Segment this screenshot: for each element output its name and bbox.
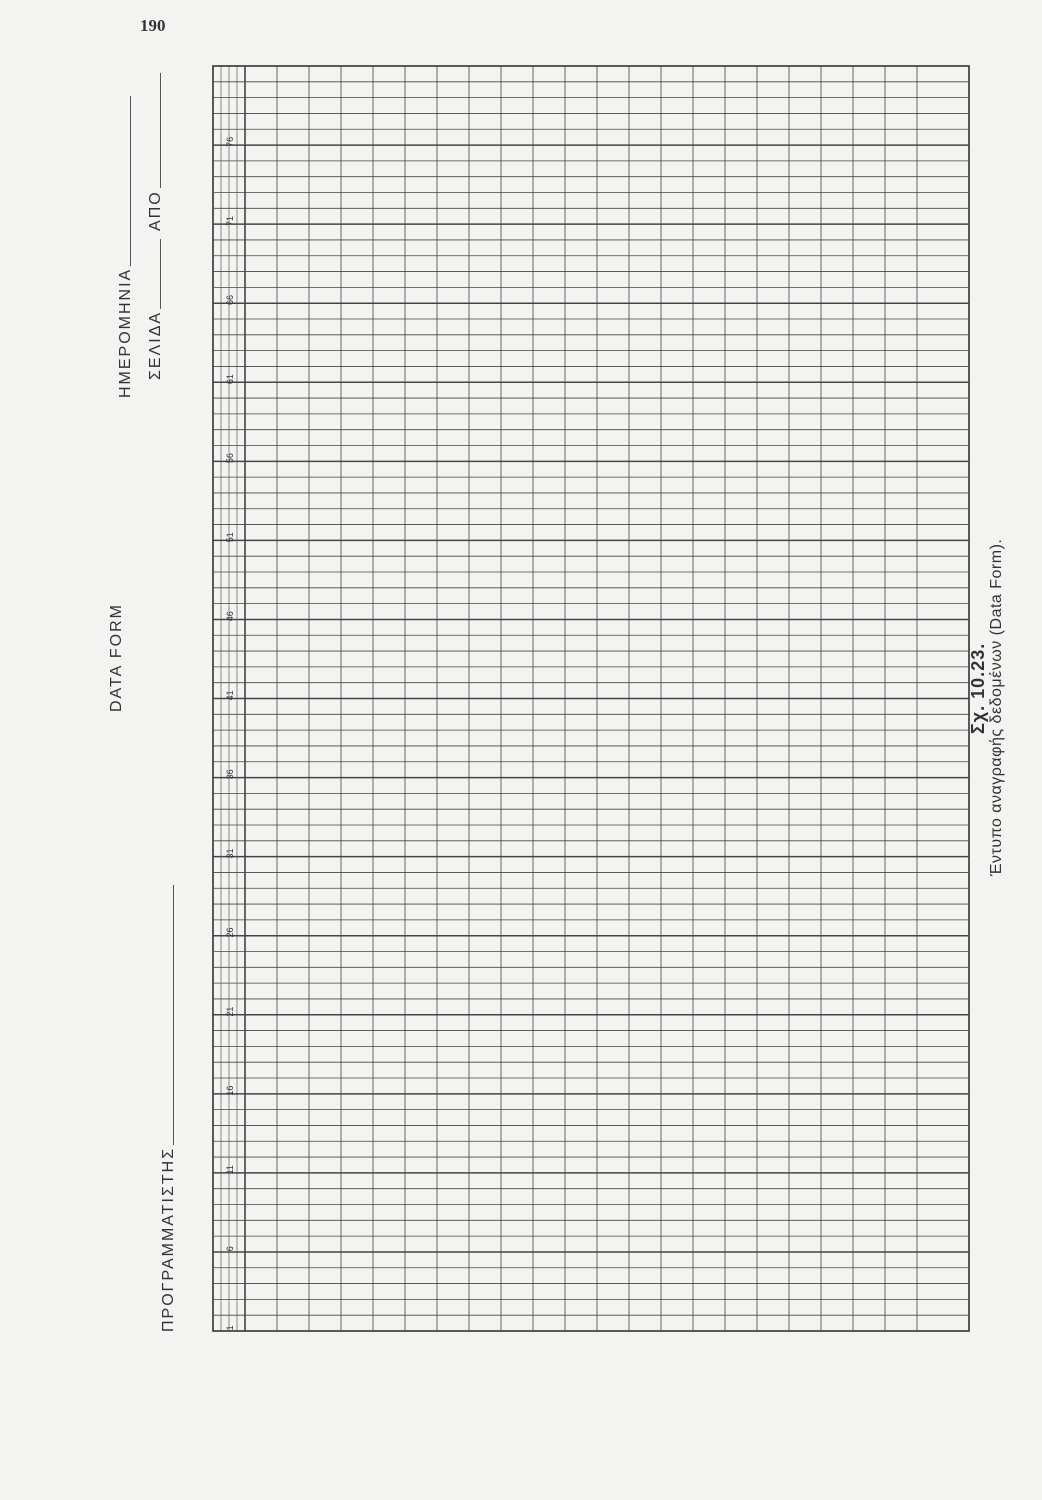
column-marker: 26 <box>225 927 235 938</box>
column-marker: 76 <box>225 136 235 147</box>
column-marker: 11 <box>225 1165 235 1175</box>
figure-number: Σχ. 10.23. <box>968 642 988 734</box>
page-number: 190 <box>140 16 166 35</box>
programmer-label: ΠΡΟΓΡΑΜΜΑΤΙΣΤΗΣ <box>160 1146 177 1332</box>
column-marker: 36 <box>225 769 235 780</box>
column-marker: 66 <box>225 295 235 306</box>
column-marker: 16 <box>225 1085 235 1096</box>
column-marker: 1 <box>225 1325 235 1331</box>
column-marker: 71 <box>225 215 235 226</box>
column-marker: 31 <box>225 848 235 859</box>
column-marker: 41 <box>225 690 235 701</box>
date-label: ΗΜΕΡΟΜΗΝΙΑ <box>117 267 134 398</box>
column-marker: 21 <box>225 1006 235 1017</box>
column-marker: 46 <box>225 611 235 622</box>
column-marker: 51 <box>225 532 235 543</box>
page-label: ΣΕΛΙΔΑ <box>147 310 164 380</box>
figure-caption: Έντυπο αναγραφής δεδομένων (Data Form). <box>988 538 1005 876</box>
column-marker: 6 <box>225 1246 235 1252</box>
from-label: ΑΠΟ <box>147 190 164 231</box>
column-marker: 56 <box>225 453 235 464</box>
column-marker: 61 <box>225 374 235 385</box>
form-title: DATA FORM <box>108 603 125 712</box>
